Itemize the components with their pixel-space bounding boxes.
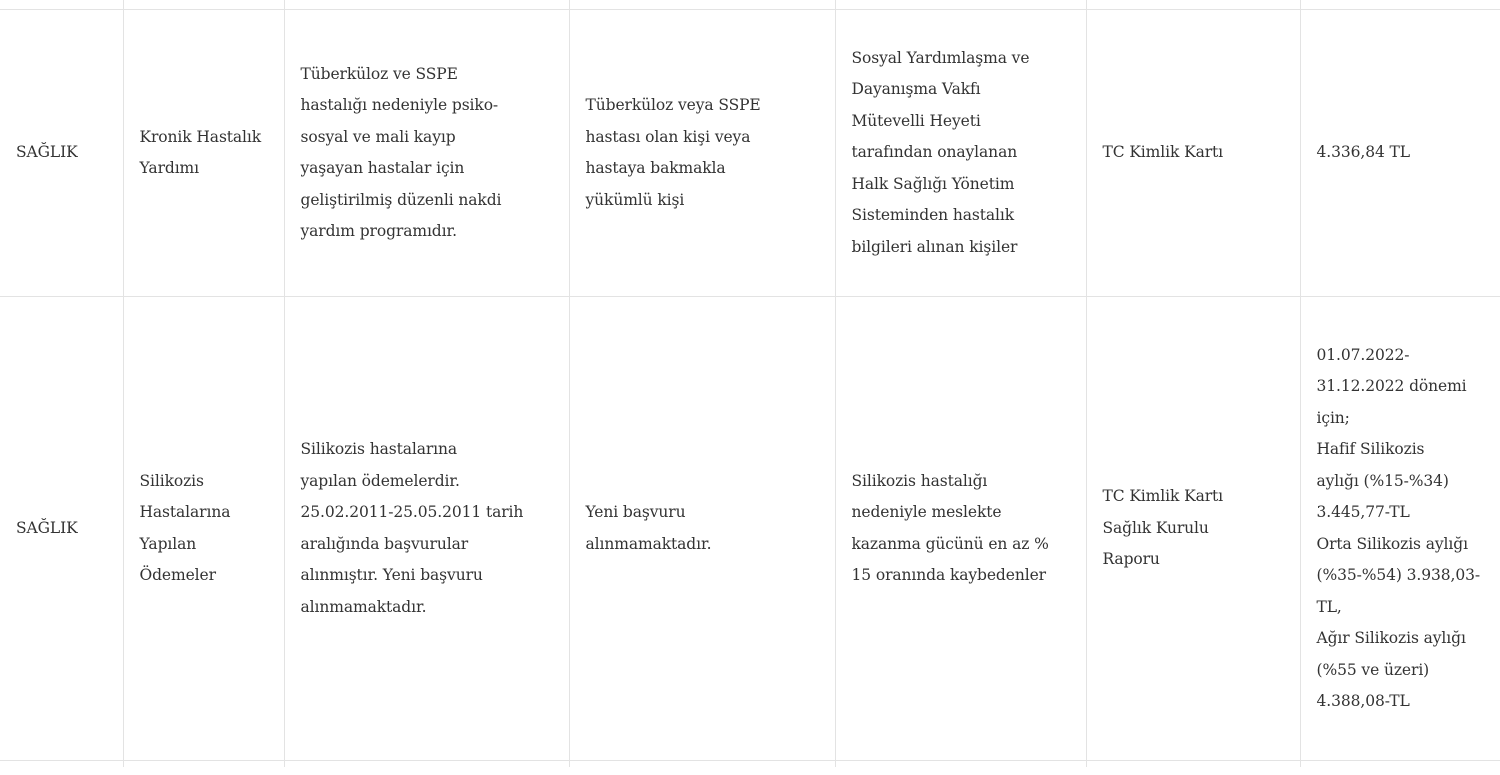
condition-line: Dayanışma Vakfı bbox=[851, 80, 981, 99]
table-cell bbox=[835, 0, 1086, 10]
table-cell bbox=[1086, 0, 1300, 10]
table-cell bbox=[569, 761, 835, 768]
table-cell bbox=[284, 761, 569, 768]
amount-line: (%55 ve üzeri) bbox=[1316, 660, 1430, 679]
condition-line: Mütevelli Heyeti bbox=[851, 111, 981, 130]
table-cell bbox=[123, 761, 284, 768]
eligibility-line: Yeni başvuru bbox=[585, 503, 686, 521]
description-line: hastalığı nedeniyle psiko- bbox=[300, 96, 499, 114]
condition-line: bilgileri alınan kişiler bbox=[851, 237, 1018, 256]
condition-line: Sisteminden hastalık bbox=[851, 206, 1015, 225]
program-name-line: Yapılan bbox=[139, 534, 197, 553]
description-cell bbox=[284, 10, 569, 297]
table-cell bbox=[0, 0, 123, 10]
amount-line: Ağır Silikozis aylığı bbox=[1316, 629, 1466, 647]
category-label: SAĞLIK bbox=[16, 518, 78, 537]
amount-line: 01.07.2022- bbox=[1316, 345, 1410, 364]
program-name-line: Ödemeler bbox=[139, 566, 216, 584]
condition-line: tarafından onaylanan bbox=[851, 143, 1018, 162]
table-cell bbox=[123, 0, 284, 10]
table-row-bottom-strip bbox=[0, 761, 1500, 768]
amount-line: Hafif Silikozis bbox=[1316, 440, 1425, 458]
condition-line: kazanma gücünü en az % bbox=[851, 534, 1049, 553]
document-line: Raporu bbox=[1102, 550, 1160, 569]
documents-cell bbox=[1086, 10, 1300, 297]
description-line: geliştirilmiş düzenli nakdi bbox=[300, 190, 502, 209]
eligibility-line: alınmamaktadır. bbox=[585, 534, 712, 553]
amount-line: 4.336,84 TL bbox=[1316, 143, 1410, 162]
program-name-line: Kronik Hastalık bbox=[139, 127, 262, 146]
category-label: SAĞLIK bbox=[16, 143, 78, 162]
description-line: yardım programıdır. bbox=[300, 222, 457, 240]
table-row-top-strip bbox=[0, 0, 1500, 10]
condition-line: nedeniyle meslekte bbox=[851, 503, 1002, 521]
program-name-line: Yardımı bbox=[139, 159, 200, 177]
table-cell bbox=[0, 761, 123, 768]
description-line: 25.02.2011-25.05.2011 tarih bbox=[300, 503, 524, 521]
eligibility-cell bbox=[569, 10, 835, 297]
amount-line: 31.12.2022 dönemi bbox=[1316, 377, 1467, 395]
eligibility-line: hastaya bakmakla bbox=[585, 159, 726, 177]
documents-cell bbox=[1086, 297, 1300, 761]
document-line: Sağlık Kurulu bbox=[1102, 518, 1209, 537]
document-line: TC Kimlik Kartı bbox=[1102, 487, 1224, 506]
amount-line: 3.445,77-TL bbox=[1316, 503, 1410, 521]
program-name-cell bbox=[123, 297, 284, 761]
eligibility-line: Tüberküloz veya SSPE bbox=[585, 96, 761, 114]
amount-line: için; bbox=[1316, 408, 1350, 427]
table-cell bbox=[284, 0, 569, 10]
program-name-cell bbox=[123, 10, 284, 297]
condition-line: 15 oranında kaybedenler bbox=[851, 566, 1046, 584]
amount-line: 4.388,08-TL bbox=[1316, 692, 1410, 710]
condition-cell bbox=[835, 10, 1086, 297]
table-cell bbox=[1086, 761, 1300, 768]
condition-line: Silikozis hastalığı bbox=[851, 471, 988, 490]
description-line: yaşayan hastalar için bbox=[300, 159, 465, 177]
table-cell bbox=[1300, 0, 1500, 10]
table-cell bbox=[835, 761, 1086, 768]
description-line: yapılan ödemelerdir. bbox=[300, 471, 460, 490]
description-line: Tüberküloz ve SSPE bbox=[300, 64, 458, 83]
condition-line: Halk Sağlığı Yönetim bbox=[851, 174, 1015, 193]
amount-cell bbox=[1300, 10, 1500, 297]
program-name-line: Silikozis bbox=[139, 471, 204, 490]
description-line: Silikozis hastalarına bbox=[300, 440, 458, 458]
table-row bbox=[0, 10, 1500, 297]
amount-line: (%35-%54) 3.938,03- bbox=[1316, 566, 1481, 584]
condition-cell bbox=[835, 297, 1086, 761]
table-row bbox=[0, 297, 1500, 761]
description-cell bbox=[284, 297, 569, 761]
eligibility-line: hastası olan kişi veya bbox=[585, 127, 751, 146]
table-cell bbox=[1300, 761, 1500, 768]
condition-line: Sosyal Yardımlaşma ve bbox=[851, 48, 1030, 67]
amount-line: aylığı (%15-%34) bbox=[1316, 471, 1449, 490]
document-line: TC Kimlik Kartı bbox=[1102, 143, 1224, 162]
amount-cell bbox=[1300, 297, 1500, 761]
program-name-line: Hastalarına bbox=[139, 503, 231, 521]
description-line: alınmıştır. Yeni başvuru bbox=[300, 566, 483, 584]
description-line: aralığında başvurular bbox=[300, 534, 469, 553]
description-line: sosyal ve mali kayıp bbox=[300, 127, 456, 146]
category-cell bbox=[0, 297, 123, 761]
amount-line: Orta Silikozis aylığı bbox=[1316, 534, 1468, 553]
description-line: alınmamaktadır. bbox=[300, 597, 427, 616]
category-cell bbox=[0, 10, 123, 297]
eligibility-cell bbox=[569, 297, 835, 761]
table-cell bbox=[569, 0, 835, 10]
amount-line: TL, bbox=[1316, 597, 1342, 616]
eligibility-line: yükümlü kişi bbox=[585, 190, 685, 209]
